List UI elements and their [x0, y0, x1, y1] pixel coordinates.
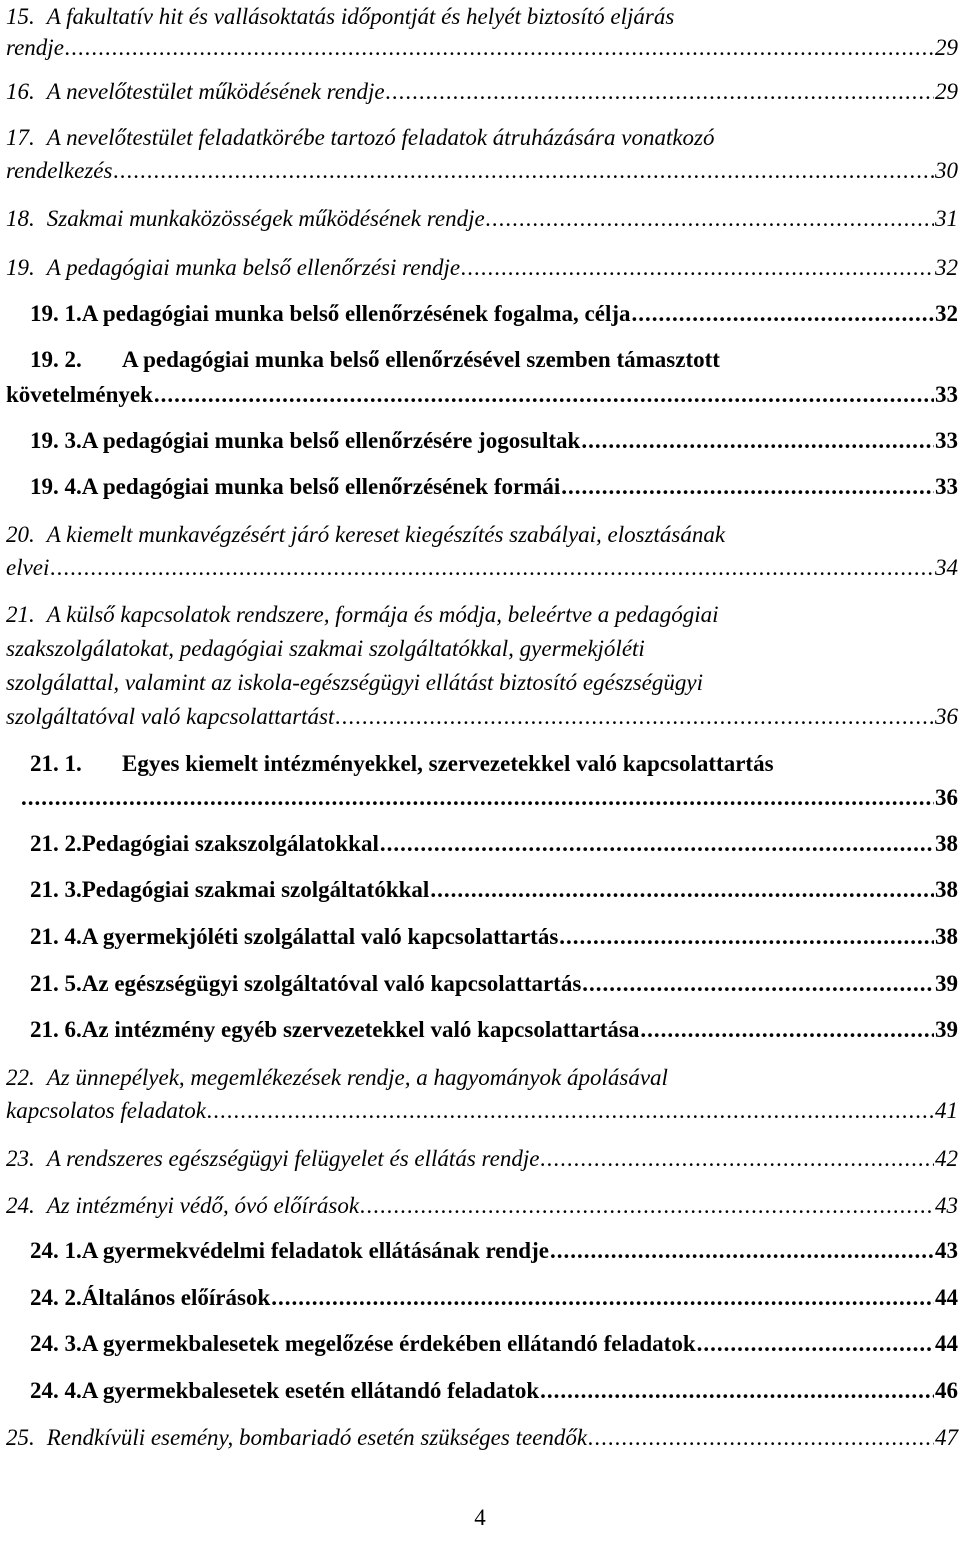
dot-leader [360, 1189, 934, 1223]
toc-page-number: 33 [935, 382, 958, 407]
toc-page-number: 38 [935, 924, 958, 949]
toc-entry-title: A kiemelt munkavégzésért járó kereset kiegészítés szabályai, elosztásának [46, 522, 726, 547]
dot-leader [486, 202, 934, 236]
toc-entry-number: 24. 3. [30, 1331, 82, 1356]
dot-leader [21, 781, 934, 815]
toc-entry-number: 19. 2. [30, 347, 82, 372]
dot-leader [632, 297, 934, 331]
toc-entry-number: 21. 3. [30, 877, 82, 902]
toc-page-number: 47 [935, 1425, 958, 1450]
toc-entry-title: A pedagógiai munka belső ellenőrzésére jogosultak [81, 428, 581, 453]
dot-leader [50, 551, 934, 585]
dot-leader [113, 154, 934, 188]
toc-page-number: 43 [935, 1238, 958, 1263]
toc-entry-title: Pedagógiai szakszolgálatokkal [81, 831, 379, 856]
toc-entry-title-continuation: elvei [6, 555, 50, 580]
toc-entry-number: 20. [6, 522, 35, 547]
toc-entry-number: 24. 1. [30, 1238, 82, 1263]
toc-page-number: 38 [935, 831, 958, 856]
toc-entry-title-continuation: rendelkezés [6, 158, 113, 183]
toc-entry-number: 19. 4. [30, 474, 82, 499]
toc-entry-title: A gyermekjóléti szolgálattal való kapcsolattartás [81, 924, 559, 949]
dot-leader [154, 378, 934, 412]
toc-entry-number: 21. 4. [30, 924, 82, 949]
toc-entry-number: 16. [6, 79, 35, 104]
dot-leader [386, 75, 934, 109]
toc-entry-title: Egyes kiemelt intézményekkel, szervezetekkel való kapcsolattartás [122, 751, 774, 776]
toc-page-number: 38 [935, 877, 958, 902]
toc-entry-number: 17. [6, 125, 35, 150]
toc-entry-number: 18. [6, 206, 35, 231]
dot-leader [380, 827, 934, 861]
toc-page-number: 30 [935, 158, 958, 183]
dot-leader [582, 967, 934, 1001]
toc-entry-number: 21. 5. [30, 971, 82, 996]
toc-entry-title-continuation: követelmények [6, 382, 153, 407]
toc-entry-title: Szakmai munkaközösségek működésének rendje [46, 206, 485, 231]
dot-leader [207, 1094, 934, 1128]
toc-entry-title: A fakultatív hit és vallásoktatás időpontját és helyét biztosító eljárás [46, 4, 675, 29]
toc-entry-title: A gyermekvédelmi feladatok ellátásának rendje [81, 1238, 549, 1263]
toc-page-number: 33 [935, 428, 958, 453]
toc-entry-title: A nevelőtestület működésének rendje [46, 79, 385, 104]
toc-entry-number: 19. 1. [30, 301, 82, 326]
dot-leader [588, 1421, 934, 1455]
toc-page-number: 29 [935, 35, 958, 60]
dot-leader [561, 470, 934, 504]
dot-leader [559, 920, 934, 954]
toc-entry-number: 24. [6, 1193, 35, 1218]
toc-page-number: 32 [935, 255, 958, 280]
dot-leader [65, 31, 934, 65]
toc-page-number: 46 [935, 1378, 958, 1403]
toc-page-number: 41 [935, 1098, 958, 1123]
toc-entry-title: A rendszeres egészségügyi felügyelet és ellátás rendje [46, 1146, 540, 1171]
toc-entry-title: A gyermekbalesetek megelőzése érdekében ellátandó feladatok [81, 1331, 696, 1356]
toc-page-number: 32 [935, 301, 958, 326]
toc-entry-number: 25. [6, 1425, 35, 1450]
toc-entry-number: 23. [6, 1146, 35, 1171]
toc-entry-title: A pedagógiai munka belső ellenőrzési rendje [46, 255, 461, 280]
toc-entry-title: A gyermekbalesetek esetén ellátandó feladatok [81, 1378, 540, 1403]
dot-leader [550, 1234, 934, 1268]
dot-leader [335, 700, 934, 734]
toc-entry-number: 15. [6, 4, 35, 29]
toc-entry-title-continuation: kapcsolatos feladatok [6, 1098, 206, 1123]
toc-entry-title: Általános előírások [81, 1285, 271, 1310]
toc-entry-title: Az intézmény egyéb szervezetekkel való kapcsolattartása [81, 1017, 640, 1042]
toc-entry-number: 21. [6, 602, 35, 627]
toc-page-number: 29 [935, 79, 958, 104]
toc-entry-number: 21. 2. [30, 831, 82, 856]
toc-entry-title-continuation: szolgáltatóval való kapcsolattartást [6, 704, 335, 729]
page-footer-number: 4 [474, 1505, 486, 1530]
dot-leader [430, 873, 934, 907]
toc-page-number: 43 [935, 1193, 958, 1218]
toc-page-number: 33 [935, 474, 958, 499]
dot-leader [581, 424, 934, 458]
toc-entry-title: A külső kapcsolatok rendszere, formája és módja, beleértve a pedagógiai [46, 602, 719, 627]
toc-entry-number: 21. 1. [30, 751, 82, 776]
toc-entry-title: A pedagógiai munka belső ellenőrzésének formái [81, 474, 561, 499]
toc-entry-number: 22. [6, 1065, 35, 1090]
dot-leader [540, 1374, 934, 1408]
toc-page-number: 42 [935, 1146, 958, 1171]
toc-page-number: 44 [935, 1331, 958, 1356]
dot-leader [697, 1327, 934, 1361]
toc-entry-title-line-3: szolgálattal, valamint az iskola-egészségügyi ellátást biztosító egészségügyi [6, 670, 703, 695]
toc-entry-title: Pedagógiai szakmai szolgáltatókkal [81, 877, 430, 902]
dot-leader [640, 1013, 934, 1047]
dot-leader [271, 1281, 934, 1315]
toc-page-number: 31 [935, 206, 958, 231]
toc-entry-title: Rendkívüli esemény, bombariadó esetén szükséges teendők [46, 1425, 588, 1450]
dot-leader [540, 1142, 934, 1176]
toc-entry-title: A nevelőtestület feladatkörébe tartozó feladatok átruházására vonatkozó [46, 125, 715, 150]
toc-entry-title: Az egészségügyi szolgáltatóval való kapcsolattartás [81, 971, 582, 996]
toc-page-number: 44 [935, 1285, 958, 1310]
toc-page-number: 36 [935, 704, 958, 729]
toc-entry-title: Az intézményi védő, óvó előírások [46, 1193, 360, 1218]
toc-entry-number: 19. [6, 255, 35, 280]
toc-entry-title: A pedagógiai munka belső ellenőrzésének fogalma, célja [81, 301, 631, 326]
toc-page-number: 34 [935, 555, 958, 580]
toc-entry-number: 24. 4. [30, 1378, 82, 1403]
toc-entry-number: 21. 6. [30, 1017, 82, 1042]
toc-entry-number: 19. 3. [30, 428, 82, 453]
toc-entry-title-continuation: rendje [6, 35, 64, 60]
toc-entry-title-line-2: szakszolgálatokat, pedagógiai szakmai szolgáltatókkal, gyermekjóléti [6, 636, 645, 661]
toc-page-number: 36 [935, 785, 958, 810]
toc-page-number: 39 [935, 971, 958, 996]
toc-page-number: 39 [935, 1017, 958, 1042]
dot-leader [461, 251, 934, 285]
toc-entry-number: 24. 2. [30, 1285, 82, 1310]
toc-entry-title: A pedagógiai munka belső ellenőrzésével szemben támasztott [122, 347, 720, 372]
toc-entry-title: Az ünnepélyek, megemlékezések rendje, a hagyományok ápolásával [46, 1065, 668, 1090]
